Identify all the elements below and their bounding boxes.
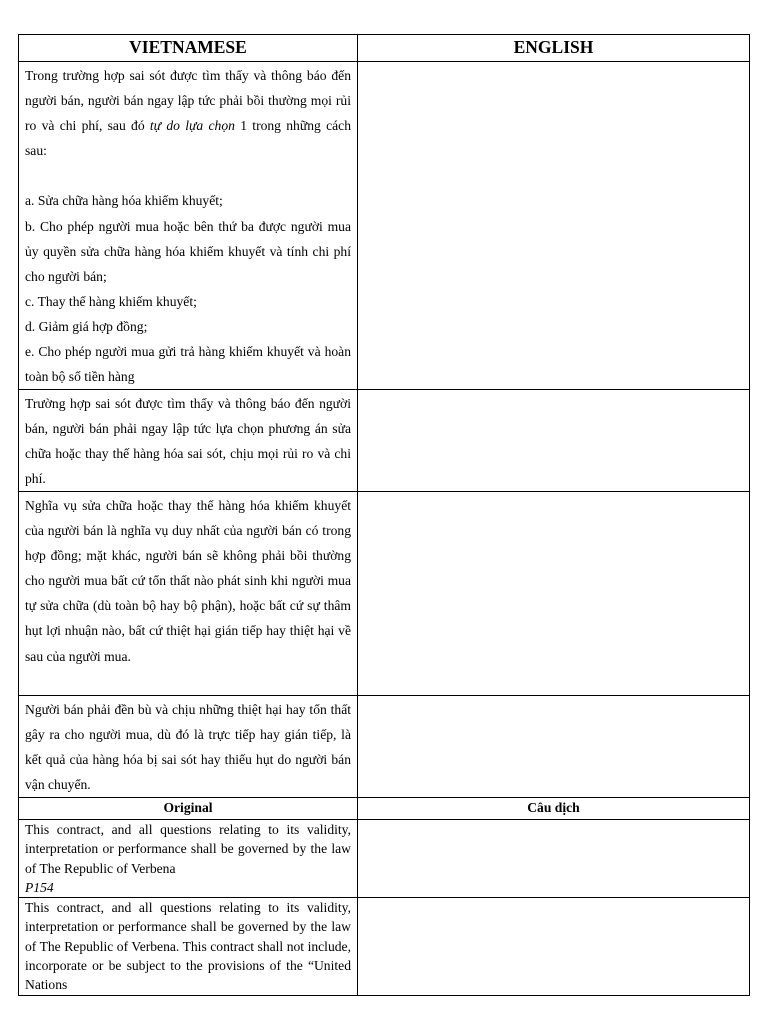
list-item: a. Sửa chữa hàng hóa khiếm khuyết;: [25, 193, 223, 209]
vietnamese-cell: [19, 492, 358, 695]
list-item: d. Giảm giá hợp đồng;: [25, 318, 148, 334]
list-item: e. Cho phép người mua gửi trả hàng khiếm khuyết và hoàn toàn bộ số tiền hàng: [25, 344, 351, 385]
english-cell[interactable]: [358, 62, 749, 389]
sub-header-row: [19, 798, 749, 820]
table-row: [19, 62, 749, 390]
original-cell: [19, 820, 358, 897]
header-english: ENGLISH: [513, 37, 594, 57]
english-cell[interactable]: [358, 492, 749, 695]
list-item: c. Thay thế hàng khiếm khuyết;: [25, 293, 197, 309]
page-reference: P154: [25, 879, 54, 895]
translation-cell[interactable]: [358, 820, 749, 897]
paragraph-text: 1 trong những cách sau:: [25, 118, 351, 159]
original-paragraph: This contract, and all questions relating to its validity, interpretation or performance shall be governed by the law of The Republic of Verbena. This contract shall not include, incorporate or be subject to the provisions of the “United Nations: [25, 900, 351, 993]
vietnamese-paragraph: Nghĩa vụ sửa chữa hoặc thay thế hàng hóa khiếm khuyết của người bán là nghĩa vụ duy nhất của người bán có trong hợp đồng; mặt khác, người bán sẽ không phải bồi thường cho người mua bất cứ tổn thất nào phát sinh khi người mua tự sửa chữa (dù toàn bộ hay bộ phận), hoặc bất cứ sự thâm hụt lợi nhuận nào, bất cứ thiệt hại gián tiếp hay thiệt hại về sau của người mua.: [25, 498, 351, 664]
original-cell: [19, 898, 358, 995]
vietnamese-paragraph: [25, 63, 351, 163]
english-cell[interactable]: [358, 696, 749, 797]
table-row: [19, 820, 749, 898]
vietnamese-cell: [19, 62, 358, 389]
vietnamese-paragraph: Người bán phải đền bù và chịu những thiệt hại hay tổn thất gây ra cho người mua, dù đó là trực tiếp hay gián tiếp, là kết quả của hàng hóa bị sai sót hay thiếu hụt do người bán vận chuyển.: [25, 702, 351, 793]
table-row: [19, 898, 749, 995]
list-item: b. Cho phép người mua hoặc bên thứ ba được người mua ủy quyền sửa chữa hàng hóa khiếm khuyết và tính chi phí cho người bán;: [25, 218, 351, 284]
vietnamese-cell: [19, 390, 358, 491]
table-row: [19, 390, 749, 492]
header-original: Original: [19, 798, 358, 819]
vietnamese-paragraph: Trường hợp sai sót được tìm thấy và thông báo đến người bán, người bán phải ngay lập tức lựa chọn phương án sửa chữa hoặc thay thế hàng hóa sai sót, chịu mọi rủi ro và chi phí.: [25, 396, 351, 487]
blank-line: [25, 163, 351, 188]
table-header-row: [19, 35, 749, 62]
table-row: [19, 696, 749, 798]
paragraph-text: Trong trường hợp sai sót được tìm thấy và thông báo đến người bán, người bán ngay lập tức phải bồi thường mọi rủi ro và chi phí, sau đó: [25, 68, 351, 134]
vietnamese-cell: [19, 696, 358, 797]
translation-table: [18, 34, 750, 996]
english-cell[interactable]: [358, 390, 749, 491]
header-translation: Câu dịch: [527, 800, 580, 815]
original-paragraph: This contract, and all questions relating to its validity, interpretation or performance shall be governed by the law of The Republic of Verbena: [25, 822, 351, 876]
italic-text: tự do lựa chọn: [149, 118, 235, 134]
translation-cell[interactable]: [358, 898, 749, 995]
table-row: [19, 492, 749, 696]
header-vietnamese: VIETNAMESE: [19, 35, 358, 61]
